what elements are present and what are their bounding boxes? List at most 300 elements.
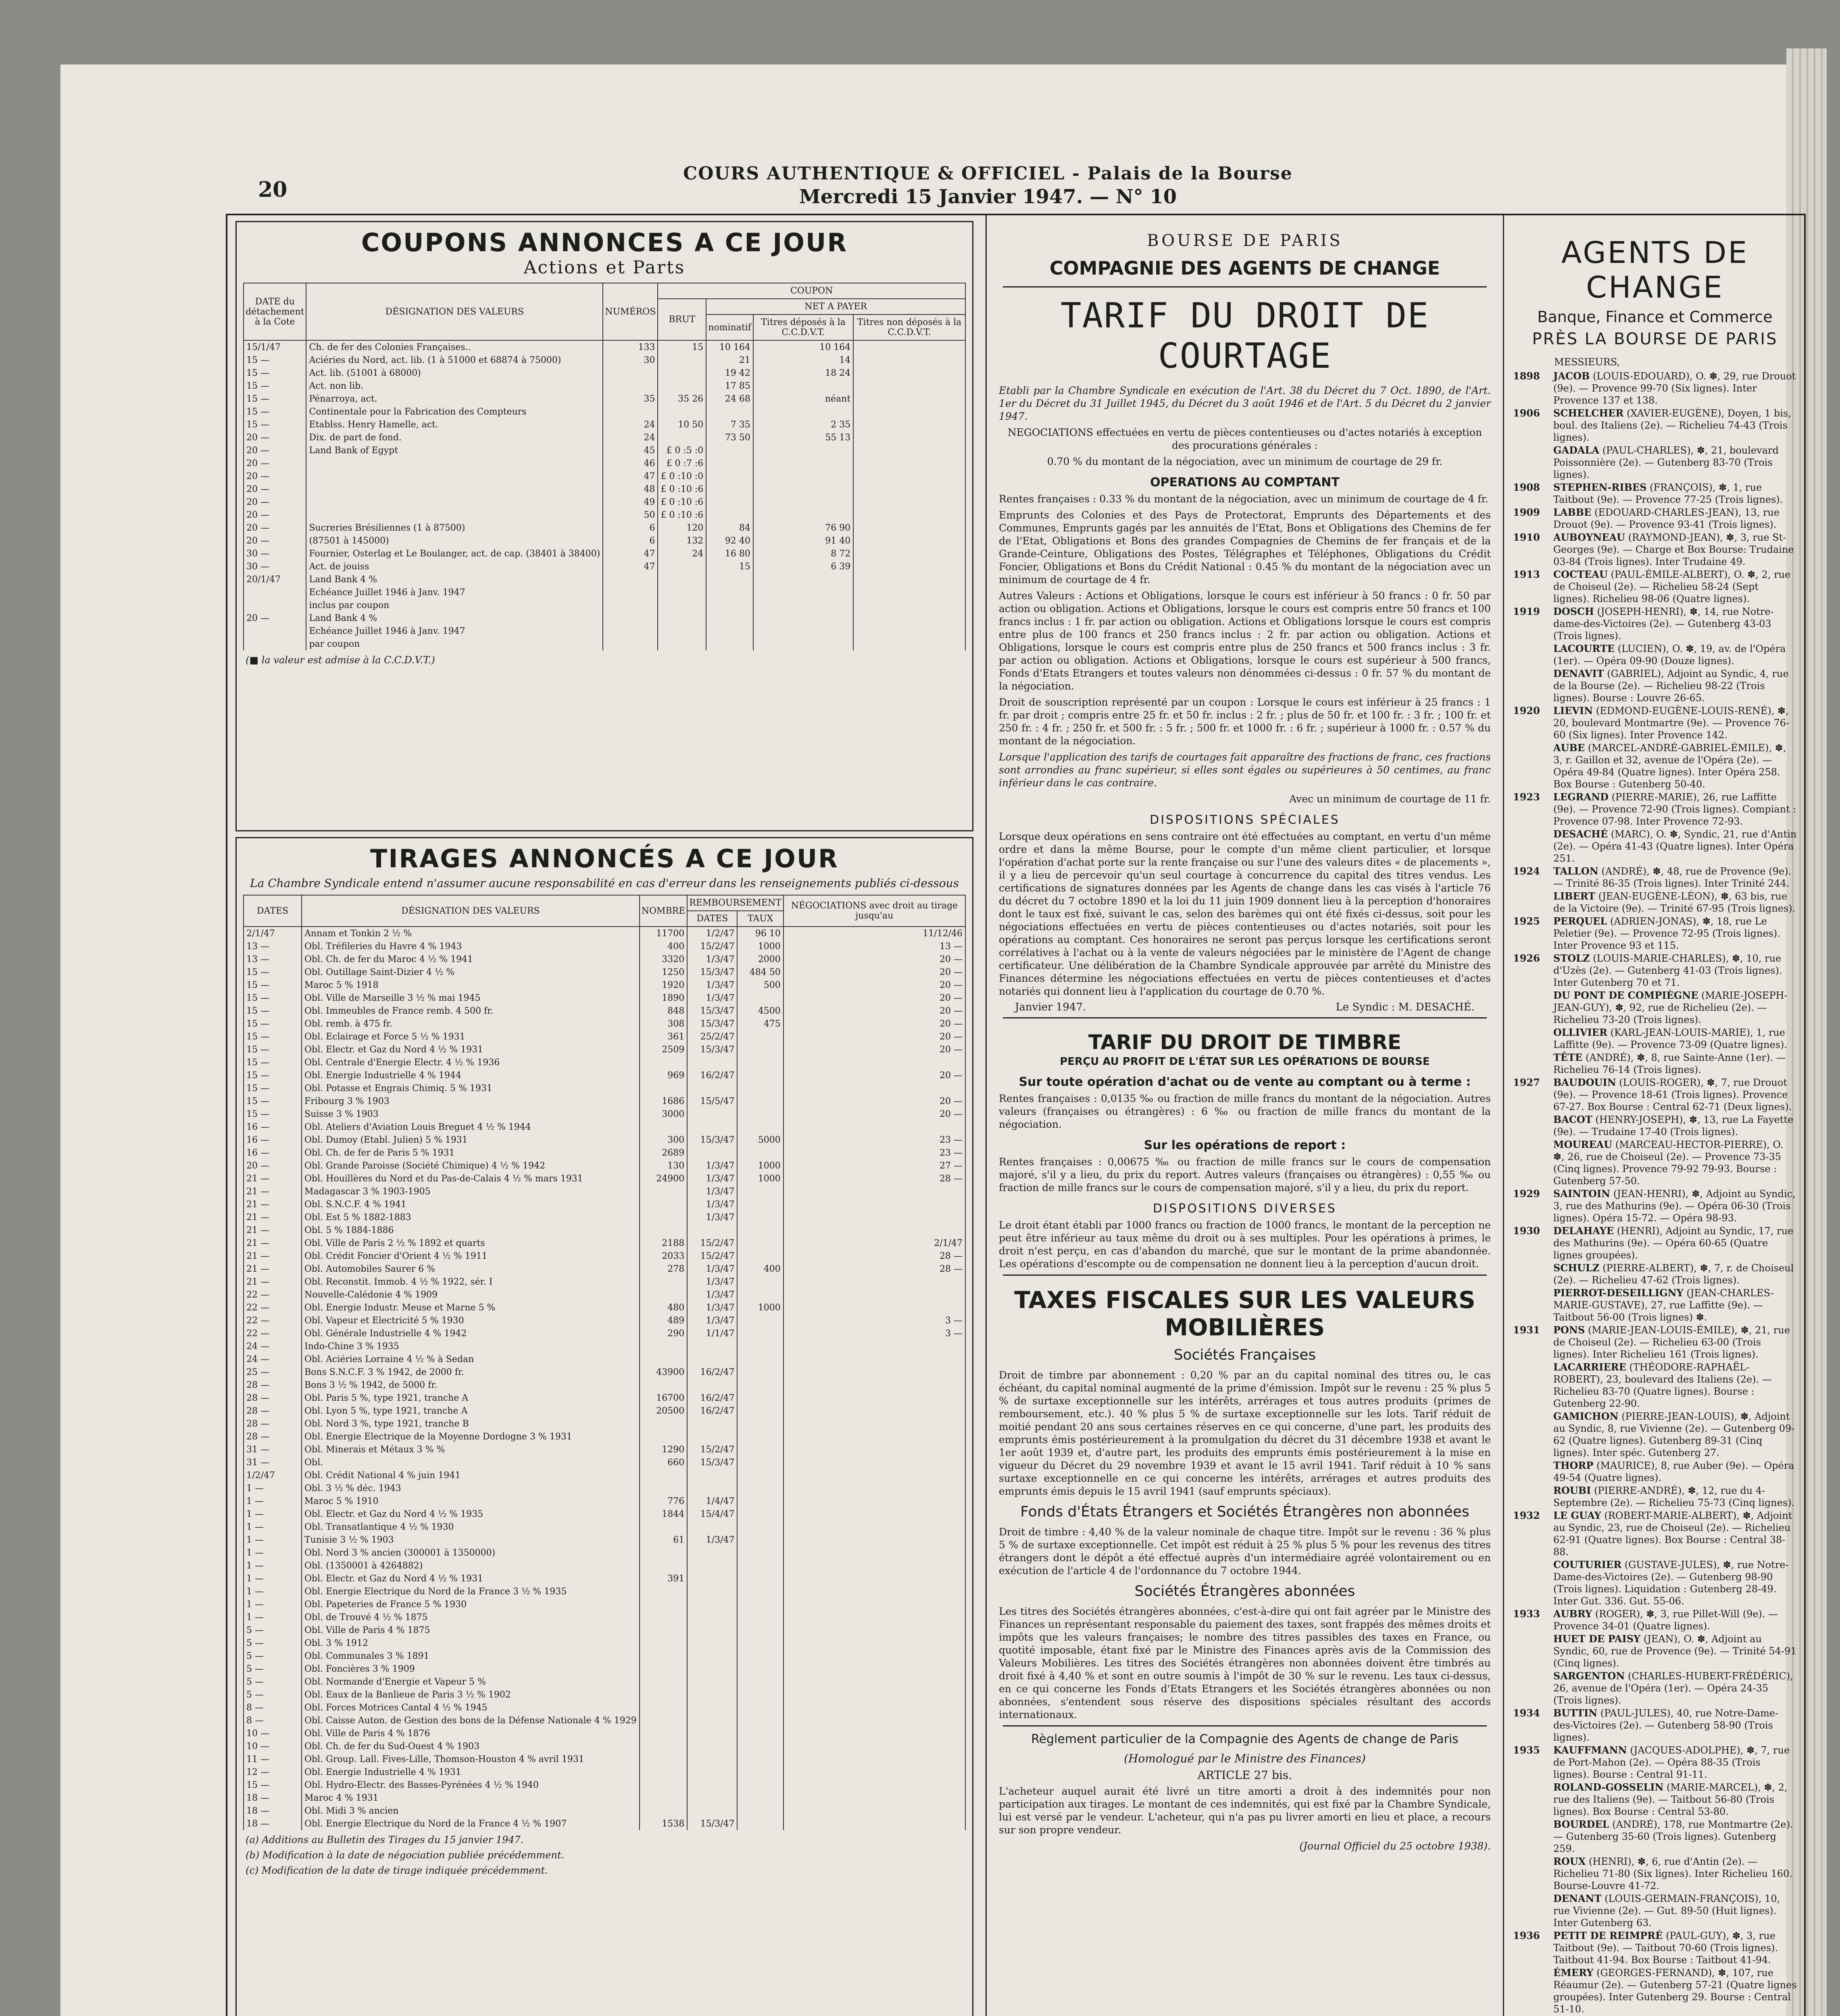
table-row	[244, 1417, 965, 1430]
coupon-net	[706, 637, 753, 650]
tirage-dt: 15/4/47	[687, 1508, 737, 1520]
table-row	[244, 534, 965, 547]
agent-entry	[1553, 1559, 1797, 1607]
tirages-col-nombre: NOMBRE	[640, 895, 688, 927]
agent-detail: (EDOUARD-CHARLES-JEAN), 13, rue Drouot (9e). — Provence 93-41 (Trois lignes).	[1553, 507, 1780, 530]
coupon-date: 15 —	[244, 418, 306, 431]
list-item	[1513, 1485, 1797, 1509]
tirage-neg	[784, 1379, 965, 1391]
coupon-date: 20 —	[244, 431, 306, 444]
agent-year	[1513, 668, 1553, 704]
coupon-date: 15 —	[244, 392, 306, 405]
table-row	[244, 1353, 965, 1366]
tirage-nb	[640, 1353, 688, 1366]
agent-detail: (PIERRE-JEAN-LOUIS), ✽, Adjoint au Syndic, 8, rue Vivienne (2e). — Gutenberg 09-62 (Quatre lignes). Gutenberg 89-31 (Cinq lignes). Inter spéc. Gutenberg 27.	[1553, 1411, 1795, 1458]
tirage-nb	[640, 1198, 688, 1211]
agent-year: 1926	[1513, 952, 1540, 964]
taxes-abonnees-title: Sociétés Étrangères abonnées	[1134, 1583, 1355, 1599]
agent-detail: (HENRI), ✽, 6, rue d'Antin (2e). — Richelieu 71-80 (Six lignes). Inter Richelieu 160. Bourse-Louvre 41-72.	[1553, 1856, 1793, 1891]
tirage-nb	[640, 1779, 688, 1791]
agent-name: OLLIVIER	[1553, 1027, 1607, 1038]
coupon-empty	[853, 340, 965, 354]
agent-year	[1513, 1670, 1553, 1706]
tirage-date: 28 —	[244, 1379, 302, 1391]
agent-detail: (ANDRÉ), 178, rue Montmartre (2e). — Gutenberg 35-60 (Trois lignes). Gutenberg 259.	[1553, 1819, 1793, 1854]
coupon-date: 20 —	[244, 483, 306, 496]
coupon-num: 6	[603, 534, 658, 547]
tirage-date: 1 —	[244, 1495, 302, 1508]
tirage-name: Obl. Générale Industrielle 4 % 1942	[302, 1327, 640, 1340]
agents-list	[1510, 370, 1800, 2016]
table-row	[244, 521, 965, 534]
tirage-nb	[640, 1740, 688, 1753]
tirage-name: Bons S.N.C.F. 3 % 1942, de 2000 fr.	[302, 1366, 640, 1379]
coupon-dep	[753, 444, 853, 457]
agent-name: STEPHEN-RIBES	[1553, 481, 1647, 493]
coupon-num: 47	[603, 547, 658, 560]
tirage-dt: 16/2/47	[687, 1366, 737, 1379]
coupon-dep: 2 35	[753, 418, 853, 431]
agent-entry	[1553, 407, 1797, 444]
tirage-name: Obl. Est 5 % 1882-1883	[302, 1211, 640, 1224]
agent-detail: (MARIE-JOSEPH-JEAN-GUY), ✽, 92, rue de Richelieu (2e). — Richelieu 73-20 (Trois lignes).	[1553, 990, 1788, 1025]
tirage-neg	[784, 1495, 965, 1508]
table-row	[244, 1120, 965, 1133]
table-row	[244, 1701, 965, 1714]
courtage-title: TARIF DU DROIT DE COURTAGE	[1060, 296, 1429, 376]
agent-entry	[1553, 1670, 1797, 1706]
tirage-nb: 1890	[640, 991, 688, 1004]
agent-entry	[1553, 1633, 1797, 1669]
tirage-date: 21 —	[244, 1198, 302, 1211]
tirage-neg	[784, 1301, 965, 1314]
tirage-name: Obl. Energie Industrielle 4 % 1931	[302, 1766, 640, 1779]
tirage-date: 21 —	[244, 1224, 302, 1237]
coupons-col-nondeposes: Titres non déposés à la C.C.D.V.T.	[853, 314, 965, 340]
tirage-dt: 15/3/47	[687, 1133, 737, 1146]
list-item	[1513, 1188, 1797, 1224]
agent-detail: (PAUL-CHARLES), ✽, 21, boulevard Poissonnière (2e). — Gutenberg 83-70 (Trois lignes).	[1553, 445, 1779, 480]
reglement-title: Règlement particulier de la Compagnie des Agents de change de Paris	[1031, 1732, 1459, 1746]
agent-year	[1513, 989, 1553, 1026]
table-row	[244, 1637, 965, 1649]
tirage-name: Obl. Electr. et Gaz du Nord 4 ½ % 1931	[302, 1043, 640, 1056]
table-row	[244, 1714, 965, 1727]
coupon-dep: néant	[753, 392, 853, 405]
tirage-neg	[784, 1340, 965, 1353]
table-row	[244, 1069, 965, 1082]
taxes-francaises-title: Sociétés Françaises	[1173, 1347, 1316, 1363]
table-row	[244, 1649, 965, 1662]
tirages-col-dates: DATES	[244, 895, 302, 927]
agent-name: ROUX	[1553, 1856, 1586, 1867]
operations-title: OPERATIONS AU COMPTANT	[1150, 475, 1340, 489]
tirage-dt	[687, 1469, 737, 1482]
coupon-num: 46	[603, 457, 658, 470]
coupon-date	[244, 637, 306, 650]
list-item	[1513, 1856, 1797, 1892]
coupon-num	[603, 625, 658, 637]
messieurs-label: MESSIEURS,	[1554, 356, 1620, 368]
coupon-brut: £ 0 :7 :6	[658, 457, 706, 470]
tirage-neg	[784, 1056, 965, 1069]
tirage-date: 28 —	[244, 1391, 302, 1404]
tirage-taux: 500	[737, 979, 783, 991]
agent-detail: (LOUIS-ROGER), ✽, 7, rue Drouot (9e). — Provence 18-61 (Trois lignes). Provence 67-27. Box Bourse : Central 62-71 (Deux lignes).	[1553, 1077, 1792, 1112]
agent-name: DOSCH	[1553, 606, 1594, 617]
tirage-dt: 1/3/47	[687, 1262, 737, 1275]
tirage-taux: 1000	[737, 1159, 783, 1172]
tirage-date: 24 —	[244, 1340, 302, 1353]
agent-entry	[1553, 1410, 1797, 1459]
tirage-name: Maroc 4 % 1931	[302, 1791, 640, 1804]
coupon-net: 92 40	[706, 534, 753, 547]
agent-year	[1513, 1027, 1553, 1051]
agent-detail: (MARCEAU-HECTOR-PIERRE), O. ✽, 26, rue de Choiseul (2e). — Provence 73-35 (Cinq lignes). Provence 79-92 79-93. Bourse : Gutenberg 57-50.	[1553, 1139, 1784, 1187]
tirage-dt	[687, 1727, 737, 1740]
tirage-date: 18 —	[244, 1791, 302, 1804]
tirage-neg	[784, 1779, 965, 1791]
coupons-col-group: COUPON	[658, 283, 965, 299]
coupon-date: 20 —	[244, 508, 306, 521]
tirage-date: 1 —	[244, 1611, 302, 1624]
tirage-dt: 15/3/47	[687, 1043, 737, 1056]
tirage-nb	[640, 1598, 688, 1611]
tirage-neg	[784, 1611, 965, 1624]
agent-name: BACOT	[1553, 1114, 1592, 1125]
tirage-taux	[737, 1624, 783, 1637]
tirage-name: Obl. Energie Industrielle 4 % 1944	[302, 1069, 640, 1082]
tirage-name: Obl. Energie Electrique du Nord de la France 4 ½ % 1907	[302, 1817, 640, 1830]
tirage-neg	[784, 1366, 965, 1379]
agent-year: 1906	[1513, 407, 1540, 419]
coupon-name: Aciéries du Nord, act. lib. (1 à 51000 et 68874 à 75000)	[306, 354, 603, 367]
tirage-taux	[737, 1108, 783, 1120]
tirage-neg: 11/12/46	[784, 927, 965, 940]
tirage-name: Obl. (1350001 à 4264882)	[302, 1559, 640, 1572]
tirage-date: 21 —	[244, 1275, 302, 1288]
table-row	[244, 625, 965, 637]
tirage-name: Obl. 5 % 1884-1886	[302, 1224, 640, 1237]
tirage-neg	[784, 1714, 965, 1727]
coupon-dep	[753, 573, 853, 586]
tirage-dt	[687, 1108, 737, 1120]
tirage-neg: 20 —	[784, 1108, 965, 1120]
tirage-date: 13 —	[244, 940, 302, 953]
list-item	[1513, 1114, 1797, 1138]
tirage-neg	[784, 1766, 965, 1779]
tirage-taux: 4500	[737, 1004, 783, 1017]
table-row	[244, 966, 965, 979]
table-row	[244, 1146, 965, 1159]
list-item	[1513, 989, 1797, 1026]
table-row	[244, 1508, 965, 1520]
tirage-date: 15 —	[244, 1030, 302, 1043]
tirage-nb	[640, 1082, 688, 1095]
coupon-name: Sucreries Brésiliennes (1 à 87500)	[306, 521, 603, 534]
list-item	[1513, 1559, 1797, 1607]
tirage-neg	[784, 1740, 965, 1753]
agent-year: 1910	[1513, 531, 1540, 543]
agent-detail: (KARL-JEAN-LOUIS-MARIE), 1, rue Laffitte (9e). — Provence 73-09 (Quatre lignes).	[1553, 1027, 1787, 1050]
taxes-title: TAXES FISCALES SUR LES VALEURS MOBILIÈRES	[1014, 1286, 1475, 1341]
agent-name: AUBE	[1553, 742, 1585, 754]
tirage-taux: 400	[737, 1262, 783, 1275]
coupon-brut	[658, 431, 706, 444]
tirage-taux	[737, 1533, 783, 1546]
list-item	[1513, 1460, 1797, 1484]
tirage-nb	[640, 1211, 688, 1224]
tirage-name: Obl. Foncières 3 % 1909	[302, 1662, 640, 1675]
coupon-num: 49	[603, 496, 658, 508]
table-row	[244, 637, 965, 650]
agent-year: 1925	[1513, 915, 1540, 927]
agent-name: LACOURTE	[1553, 643, 1615, 654]
tirage-dt: 1/2/47	[687, 927, 737, 940]
tirage-neg	[784, 1456, 965, 1469]
tirage-neg: 28 —	[784, 1262, 965, 1275]
tirage-nb	[640, 1056, 688, 1069]
agent-detail: (THÉODORE-RAPHAËL-ROBERT), 23, boulevard des Italiens (2e). — Richelieu 83-70 (Quatre lignes). Bourse : Gutenberg 22-90.	[1553, 1362, 1772, 1409]
coupon-net: 16 80	[706, 547, 753, 560]
tirage-taux	[737, 1250, 783, 1262]
table-row	[244, 457, 965, 470]
tirage-nb	[640, 1753, 688, 1766]
coupon-name	[306, 496, 603, 508]
agent-detail: (PAUL-GUY), ✽, 3, rue Taitbout (9e). — Taitbout 70-60 (Trois lignes). Taitbout 41-94. Box Bourse : Taitbout 41-94.	[1553, 1930, 1778, 1966]
tirage-taux	[737, 1804, 783, 1817]
agent-entry	[1553, 1781, 1797, 1818]
tirage-taux	[737, 1095, 783, 1108]
coupon-brut	[658, 573, 706, 586]
coupon-date: 15 —	[244, 367, 306, 379]
tirage-date: 22 —	[244, 1301, 302, 1314]
agent-year	[1513, 1781, 1553, 1818]
list-item	[1513, 1510, 1797, 1558]
tirage-neg	[784, 1559, 965, 1572]
table-row	[244, 1391, 965, 1404]
bourse-de-paris: BOURSE DE PARIS	[1147, 231, 1343, 250]
tirage-taux	[737, 1585, 783, 1598]
coupon-name: Act. de jouiss	[306, 560, 603, 573]
agent-name: DESACHÉ	[1553, 828, 1608, 840]
coupon-date: 15 —	[244, 354, 306, 367]
tirage-taux	[737, 1675, 783, 1688]
tirage-neg: 20 —	[784, 1095, 965, 1108]
tirage-neg: 20 —	[784, 953, 965, 966]
tirage-date: 15 —	[244, 991, 302, 1004]
agent-year	[1513, 1485, 1553, 1509]
tirage-dt	[687, 1417, 737, 1430]
table-row	[244, 1533, 965, 1546]
tirage-neg: 20 —	[784, 1069, 965, 1082]
tirage-nb: 400	[640, 940, 688, 953]
tirage-dt	[687, 1714, 737, 1727]
compagnie-title: COMPAGNIE DES AGENTS DE CHANGE	[1049, 257, 1440, 279]
tirage-nb	[640, 1546, 688, 1559]
tirages-footnote-a: (a) Additions au Bulletin des Tirages du 15 janvier 1947.	[246, 1834, 524, 1845]
table-row	[244, 431, 965, 444]
tirage-nb	[640, 1662, 688, 1675]
coupon-empty	[853, 612, 965, 625]
table-row	[244, 1495, 965, 1508]
coupon-empty	[853, 625, 965, 637]
coupon-name: Land Bank of Egypt	[306, 444, 603, 457]
table-row	[244, 573, 965, 586]
agent-year	[1513, 828, 1553, 864]
agent-year: 1934	[1513, 1707, 1540, 1719]
table-row	[244, 379, 965, 392]
list-item	[1513, 531, 1797, 568]
tirage-neg: 3 —	[784, 1327, 965, 1340]
coupon-net	[706, 599, 753, 612]
tirage-date: 8 —	[244, 1701, 302, 1714]
table-row	[244, 1211, 965, 1224]
tirage-name: Obl. Electr. et Gaz du Nord 4 ½ % 1935	[302, 1508, 640, 1520]
tirage-nb	[640, 1275, 688, 1288]
tirage-nb	[640, 1482, 688, 1495]
tirage-nb: 489	[640, 1314, 688, 1327]
tirage-name: Obl. Dumoy (Etabl. Julien) 5 % 1931	[302, 1133, 640, 1146]
tirage-date: 1 —	[244, 1533, 302, 1546]
coupon-date: 20 —	[244, 444, 306, 457]
agent-entry	[1553, 1139, 1797, 1187]
tirage-taux	[737, 1688, 783, 1701]
agent-entry	[1553, 705, 1797, 741]
agent-year	[1513, 742, 1553, 790]
table-row	[244, 547, 965, 560]
tirage-dt: 1/3/47	[687, 1275, 737, 1288]
tirage-taux	[737, 1430, 783, 1443]
tirage-name: Obl. Nord 3 % ancien (300001 à 1350000)	[302, 1546, 640, 1559]
tirage-neg: 23 —	[784, 1133, 965, 1146]
tirage-nb: 969	[640, 1069, 688, 1082]
tirage-neg: 28 —	[784, 1172, 965, 1185]
table-row	[244, 1288, 965, 1301]
coupon-num: 47	[603, 560, 658, 573]
agent-year	[1513, 1262, 1553, 1286]
courtage-syndic: Le Syndic : M. DESACHÉ.	[1336, 1001, 1475, 1013]
tirage-name: Obl. Crédit National 4 % juin 1941	[302, 1469, 640, 1482]
tirage-neg	[784, 1211, 965, 1224]
tirage-neg: 20 —	[784, 979, 965, 991]
article-source: (Journal Officiel du 25 octobre 1938).	[1299, 1840, 1491, 1852]
coupon-date: 20 —	[244, 470, 306, 483]
tirage-nb: 3000	[640, 1108, 688, 1120]
tirage-date: 15 —	[244, 1056, 302, 1069]
agent-entry	[1553, 828, 1797, 864]
tirage-date: 15 —	[244, 966, 302, 979]
tirage-date: 5 —	[244, 1649, 302, 1662]
tirage-taux	[737, 1469, 783, 1482]
agent-year: 1930	[1513, 1225, 1540, 1237]
tirage-name: Bons 3 ½ % 1942, de 5000 fr.	[302, 1379, 640, 1391]
tirages-col-neg: NÉGOCIATIONS avec droit au tirage jusqu'au	[784, 895, 965, 927]
tirage-name: Obl. Eaux de la Banlieue de Paris 3 ½ % 1902	[302, 1688, 640, 1701]
coupons-col-name: DÉSIGNATION DES VALEURS	[306, 283, 603, 340]
agent-entry	[1553, 1287, 1797, 1323]
list-item	[1513, 1052, 1797, 1076]
operations-autres: Autres Valeurs : Actions et Obligations, lorsque le cours est inférieur à 50 francs : 0 fr. 50 par action ou obligation. Actions et Obligations, lorsque le cours est compris entre 50 francs et 100 francs inclus : 1 fr. par action ou obligation. Actions et Obligations lorsque le cours est compris entre plus de 100 francs et 250 francs inclus : 2 fr. par action ou obligation. Actions et Obligations, lorsque le cours est compris entre plus de 250 francs et 500 francs inclus : 3 fr. par action ou obligation. Actions et Obligations, lorsque le cours est supérieur à 500 francs, Fonds d'Etats Etrangers et toutes valeurs non dénommées ci-dessus : 0 fr. 57 % du montant de la négociation.	[999, 590, 1491, 692]
agent-year: 1933	[1513, 1608, 1540, 1620]
tirage-nb	[640, 1379, 688, 1391]
timbre-subtitle: PERÇU AU PROFIT DE L'ÉTAT SUR LES OPÉRATIONS DE BOURSE	[1060, 1056, 1430, 1068]
coupon-name: par coupon	[306, 637, 603, 650]
tirage-date: 22 —	[244, 1314, 302, 1327]
agent-name: DENAVIT	[1553, 668, 1604, 679]
tirage-date: 12 —	[244, 1766, 302, 1779]
tirage-taux	[737, 1288, 783, 1301]
coupon-net	[706, 483, 753, 496]
tirage-date: 1 —	[244, 1585, 302, 1598]
tirage-nb	[640, 1585, 688, 1598]
table-row	[244, 1379, 965, 1391]
page-frame	[226, 214, 1806, 2016]
tirage-neg	[784, 1791, 965, 1804]
tirage-name: Obl. Ville de Paris 4 % 1876	[302, 1727, 640, 1740]
timbre-title: TARIF DU DROIT DE TIMBRE	[1088, 1031, 1402, 1054]
coupon-brut: £ 0 :10 :6	[658, 496, 706, 508]
tirage-dt	[687, 1766, 737, 1779]
tirage-taux	[737, 1546, 783, 1559]
coupon-brut: 132	[658, 534, 706, 547]
coupon-brut: £ 0 :10 :6	[658, 483, 706, 496]
tirage-neg	[784, 1804, 965, 1817]
tirage-neg	[784, 1082, 965, 1095]
coupon-brut: 35 26	[658, 392, 706, 405]
table-row	[244, 340, 965, 354]
list-item	[1513, 1077, 1797, 1113]
tirage-date: 18 —	[244, 1817, 302, 1830]
tirage-name: Obl. Energie Electrique de la Moyenne Dordogne 3 % 1931	[302, 1430, 640, 1443]
coupon-brut: £ 0 :10 :6	[658, 508, 706, 521]
tirages-col-remb-dates: DATES	[687, 911, 737, 927]
timbre-diverses: Le droit étant établi par 1000 francs ou fraction de 1000 francs, le montant de la perception ne peut être inférieur au taux même du droit ou à ses multiples. Pour les opérations à primes, le droit n'est perçu, en cas d'abandon du marché, que sur le montant de la prime abandonnée. Les opérations d'escompte ou de compensation ne donnent lieu à la perception d'aucun droit.	[999, 1219, 1491, 1270]
tirage-nb	[640, 1417, 688, 1430]
coupon-num: 48	[603, 483, 658, 496]
table-row	[244, 1095, 965, 1108]
agent-name: AUBRY	[1553, 1608, 1592, 1620]
tirage-taux	[737, 1572, 783, 1585]
tirage-name: Obl. Forces Motrices Cantal 4 ½ % 1945	[302, 1701, 640, 1714]
tirage-nb: 300	[640, 1133, 688, 1146]
agent-detail: (XAVIER-EUGÈNE), Doyen, 1 bis, boul. des Italiens (2e). — Richelieu 74-43 (Trois lignes).	[1553, 408, 1791, 443]
agent-entry	[1553, 569, 1797, 605]
agent-entry	[1553, 1930, 1797, 1966]
table-row	[244, 1791, 965, 1804]
tirage-date: 16 —	[244, 1120, 302, 1133]
agent-detail: (LOUIS-MARIE-CHARLES), ✽, 10, rue d'Uzès (2e). — Gutenberg 41-03 (Trois lignes). Inter Gutenberg 70 et 71.	[1553, 953, 1782, 988]
divider	[1003, 286, 1487, 287]
list-item	[1513, 952, 1797, 989]
tirage-date: 21 —	[244, 1262, 302, 1275]
tirage-taux	[737, 1766, 783, 1779]
coupon-net	[706, 573, 753, 586]
tirage-nb	[640, 1224, 688, 1237]
taxes-etrangers: Droit de timbre : 4,40 % de la valeur nominale de chaque titre. Impôt sur le revenu : 36 % plus 5 % de surtaxe exceptionnelle. Cet impôt est réduit à 25 % plus 5 % pour les revenus des titres étrangers dont le dépôt a été effectué auprès d'un intermédiaire agréé volontairement ou en exécution de l'article 4 de l'ordonnance du 7 octobre 1944.	[999, 1526, 1491, 1577]
coupon-empty	[853, 354, 965, 367]
table-row	[244, 1624, 965, 1637]
agent-year: 1927	[1513, 1077, 1540, 1088]
coupon-num: 35	[603, 392, 658, 405]
coupon-empty	[853, 534, 965, 547]
coupons-col-num: NUMÉROS	[603, 283, 658, 340]
tirage-neg	[784, 1662, 965, 1675]
coupon-net: 10 164	[706, 340, 753, 354]
tirage-taux	[737, 1056, 783, 1069]
tirage-neg: 20 —	[784, 1017, 965, 1030]
tirage-taux	[737, 1275, 783, 1288]
